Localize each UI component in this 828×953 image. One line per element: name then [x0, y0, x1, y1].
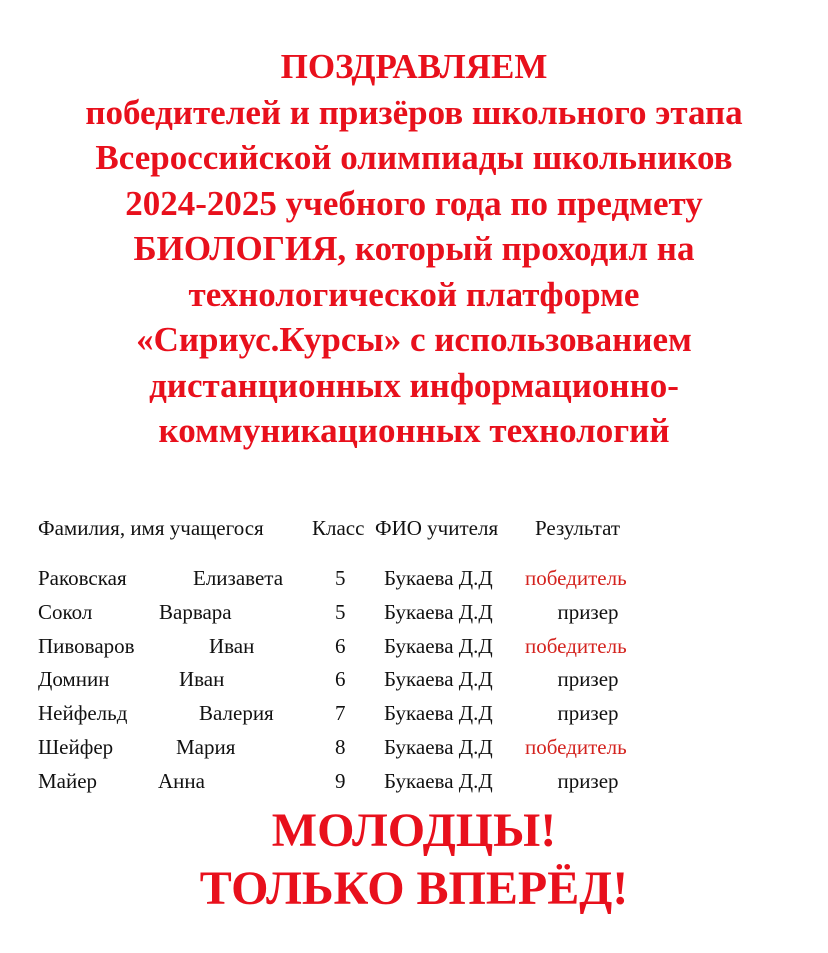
student-last-name: Нейфельд: [38, 701, 128, 726]
student-grade: 7: [335, 701, 346, 726]
teacher-name: Букаева Д.Д: [384, 768, 493, 793]
student-grade: 5: [335, 566, 346, 590]
footer-slogan: [0, 802, 828, 918]
student-grade: 6: [335, 633, 346, 658]
table-row: [38, 667, 738, 701]
student-last-name: Шейфер: [38, 734, 114, 759]
student-first-name: Анна: [158, 768, 205, 793]
heading-line: технологической платформе: [188, 274, 640, 314]
student-first-name: Валерия: [199, 701, 274, 726]
student-grade: 6: [335, 667, 346, 692]
header-result: Результат: [535, 516, 621, 540]
table-body: [38, 566, 738, 803]
teacher-name: Букаева Д.Д: [384, 734, 493, 759]
result-value: призер: [557, 667, 619, 692]
table-row: [38, 701, 738, 735]
result-value: призер: [557, 599, 619, 624]
result-value: призер: [557, 768, 619, 793]
heading-line: БИОЛОГИЯ, который проходил на: [133, 229, 695, 268]
student-last-name: Майер: [38, 768, 98, 793]
teacher-name: Букаева Д.Д: [384, 566, 493, 590]
student-grade: 5: [335, 599, 346, 624]
table-header: [38, 516, 738, 548]
student-first-name: Елизавета: [193, 566, 284, 590]
student-first-name: Мария: [176, 734, 236, 759]
header-teacher: ФИО учителя: [375, 516, 499, 540]
result-value: победитель: [525, 633, 627, 658]
student-grade: 9: [335, 768, 346, 793]
footer-line-forward: ТОЛЬКО ВПЕРЁД!: [199, 862, 629, 915]
table-row: [38, 769, 738, 803]
teacher-name: Букаева Д.Д: [384, 701, 493, 726]
result-value: победитель: [525, 566, 627, 590]
heading-title: ПОЗДРАВЛЯЕМ: [280, 47, 548, 86]
student-last-name: Пивоваров: [38, 633, 135, 658]
result-value: призер: [557, 701, 619, 726]
teacher-name: Букаева Д.Д: [384, 599, 493, 624]
teacher-name: Букаева Д.Д: [384, 633, 493, 658]
student-last-name: Сокол: [38, 599, 93, 624]
table-row: [38, 634, 738, 668]
heading-line: коммуникационных технологий: [158, 411, 670, 450]
table-row: [38, 600, 738, 634]
heading-line: 2024-2025 учебного года по предмету: [125, 183, 703, 223]
results-table: [38, 516, 738, 793]
congratulation-heading: [0, 44, 828, 454]
table-row: [38, 735, 738, 769]
student-first-name: Иван: [179, 667, 225, 692]
result-value: победитель: [525, 734, 627, 759]
student-first-name: Варвара: [159, 599, 232, 624]
heading-line: «Сириус.Курсы» с использованием: [136, 320, 692, 359]
heading-line: победителей и призёров школьного этапа: [85, 92, 743, 132]
teacher-name: Букаева Д.Д: [384, 667, 493, 692]
header-student: Фамилия, имя учащегося: [38, 516, 264, 540]
footer-line-well-done: МОЛОДЦЫ!: [271, 804, 557, 857]
student-last-name: Раковская: [38, 566, 127, 590]
student-first-name: Иван: [209, 633, 255, 658]
header-grade: Класс: [312, 516, 365, 540]
heading-line: дистанционных информационно-: [149, 365, 679, 405]
table-row: [38, 566, 738, 600]
student-grade: 8: [335, 734, 346, 759]
student-last-name: Домнин: [38, 667, 110, 692]
heading-line: Всероссийской олимпиады школьников: [95, 138, 733, 177]
